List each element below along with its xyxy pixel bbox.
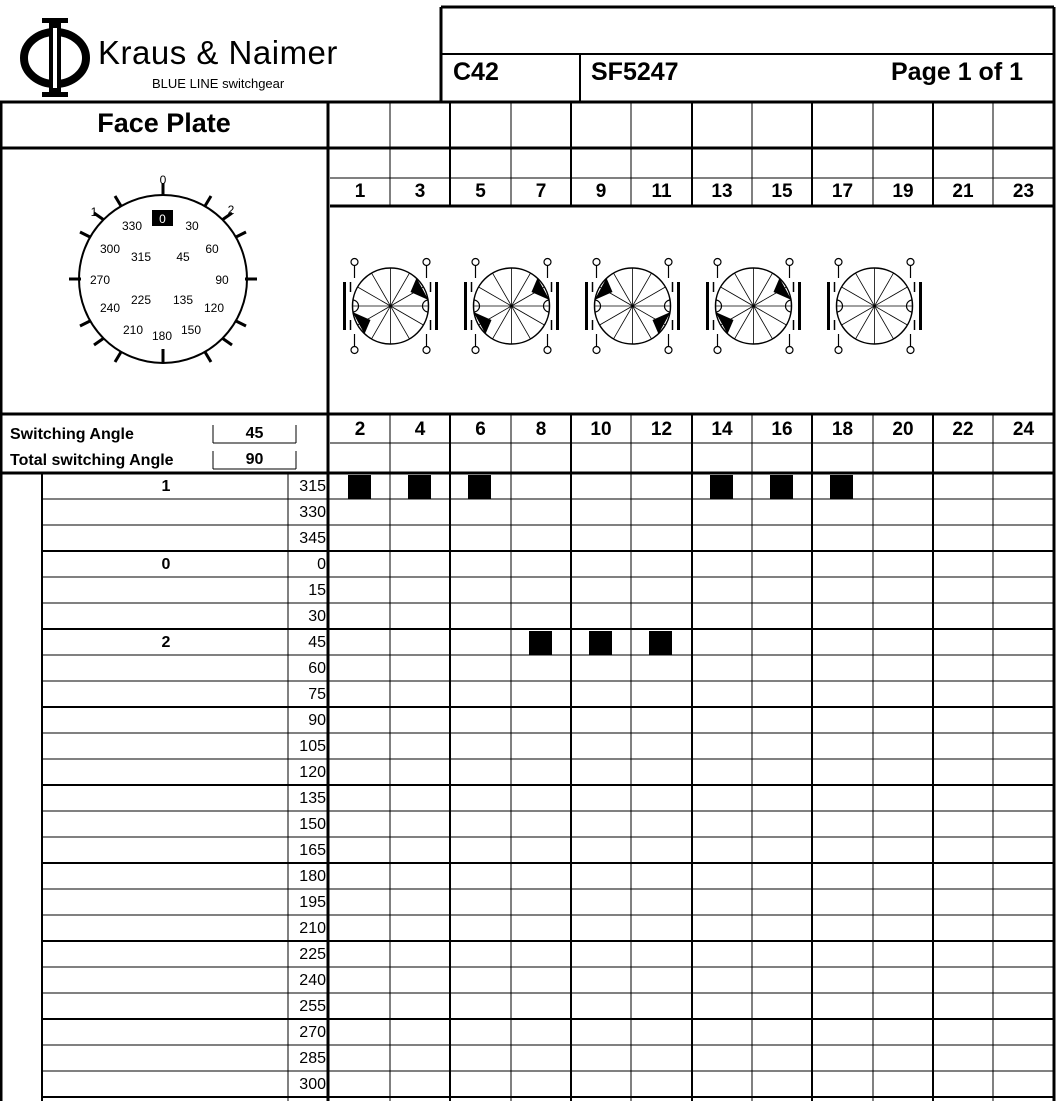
terminal-odd: 3 <box>414 181 426 202</box>
terminal-odd: 11 <box>651 181 672 202</box>
dial-angle-330: 330 <box>121 219 143 233</box>
face-plate-dial <box>60 168 270 368</box>
angle-label: 135 <box>299 790 326 807</box>
position-label: 2 <box>161 634 171 651</box>
terminal-screw <box>714 347 721 354</box>
terminal-even: 14 <box>711 419 733 440</box>
angle-label: 315 <box>299 478 326 495</box>
contact-diagrams <box>330 206 1056 414</box>
closed-contact-marker <box>408 475 431 499</box>
closed-contact-marker <box>589 631 612 655</box>
dial-tick-300 <box>80 232 90 237</box>
terminal-odd: 1 <box>354 181 366 202</box>
terminal-screw <box>423 259 430 266</box>
dial-tick-330 <box>115 196 121 206</box>
terminal-odd: 13 <box>711 181 733 202</box>
dial-angle-210: 210 <box>122 323 144 337</box>
dial-angle-240: 240 <box>99 301 121 315</box>
angle-label: 105 <box>299 738 326 755</box>
terminal-screw <box>423 347 430 354</box>
position-label: 0 <box>161 556 171 573</box>
terminal-screw <box>351 259 358 266</box>
angle-label: 330 <box>299 504 326 521</box>
terminal-even: 12 <box>650 419 673 440</box>
terminal-screw <box>907 259 914 266</box>
dial-tick-30 <box>205 196 211 206</box>
terminal-even: 2 <box>354 419 366 440</box>
total-switching-angle-label: Total switching Angle <box>10 452 174 469</box>
angle-label: 90 <box>308 712 326 729</box>
face-plate-title: Face Plate <box>97 108 231 138</box>
terminal-screw <box>472 259 479 266</box>
angle-label: 300 <box>299 1076 326 1093</box>
dial-tick-120 <box>236 321 246 326</box>
angle-label: 30 <box>308 608 326 625</box>
dial-angle-150: 150 <box>180 323 202 337</box>
dial-angle-180: 180 <box>151 329 173 343</box>
dial-position-0: 0 <box>159 173 167 187</box>
position-label: 1 <box>161 478 171 495</box>
terminal-screw <box>835 347 842 354</box>
terminal-even: 4 <box>414 419 426 440</box>
angle-label: 45 <box>308 634 326 651</box>
dial-angle-45: 45 <box>176 250 190 264</box>
contact-element <box>829 259 921 354</box>
logo-phi-icon <box>18 14 92 98</box>
terminal-odd: 19 <box>892 181 914 202</box>
dial-tick-60 <box>236 232 246 237</box>
angle-label: 15 <box>308 582 326 599</box>
terminal-odd: 5 <box>475 181 486 202</box>
terminal-odd: 9 <box>595 181 607 202</box>
closed-contact-marker <box>529 631 552 655</box>
dial-angle-30: 30 <box>185 219 199 233</box>
total-switching-angle-value: 90 <box>245 451 264 468</box>
terminal-screw <box>835 259 842 266</box>
angle-label: 285 <box>299 1050 326 1067</box>
dial-angle-270: 270 <box>89 273 111 287</box>
terminal-odd: 17 <box>831 181 854 202</box>
terminal-odd: 15 <box>771 181 793 202</box>
angle-label: 0 <box>317 556 326 573</box>
series-code: C42 <box>453 58 499 86</box>
terminal-even: 24 <box>1012 419 1035 440</box>
angle-label: 60 <box>308 660 326 677</box>
dial-angle-120: 120 <box>203 301 225 315</box>
switching-angle-label: Switching Angle <box>10 426 134 443</box>
terminal-even: 6 <box>475 419 486 440</box>
contact-element <box>708 259 800 354</box>
closed-contact-marker <box>348 475 371 499</box>
terminal-screw <box>665 347 672 354</box>
product-code: SF5247 <box>591 58 679 86</box>
terminal-even: 10 <box>590 419 612 440</box>
angle-label: 345 <box>299 530 326 547</box>
active-position-label: 0 <box>159 212 166 226</box>
terminal-odd: 23 <box>1012 181 1035 202</box>
closed-contact-marker <box>649 631 672 655</box>
terminal-screw <box>544 259 551 266</box>
dial-tick-225 <box>94 338 104 345</box>
terminal-odd: 7 <box>535 181 547 202</box>
terminal-screw <box>593 259 600 266</box>
dial-tick-150 <box>205 352 211 362</box>
angle-label: 75 <box>308 686 326 703</box>
closed-contact-marker <box>770 475 793 499</box>
contact-element <box>587 259 679 354</box>
terminal-even: 16 <box>771 419 793 440</box>
terminal-screw <box>714 259 721 266</box>
angle-label: 195 <box>299 894 326 911</box>
terminal-even: 20 <box>892 419 914 440</box>
dial-angle-315: 315 <box>130 250 152 264</box>
dial-position-2: 2 <box>227 203 235 217</box>
dial-angle-300: 300 <box>99 242 121 256</box>
terminal-screw <box>472 347 479 354</box>
terminal-even: 8 <box>535 419 547 440</box>
angle-label: 120 <box>299 764 326 781</box>
dial-tick-135 <box>222 338 232 345</box>
dial-angle-60: 60 <box>205 242 219 256</box>
terminal-screw <box>593 347 600 354</box>
dial-angle-90: 90 <box>215 273 229 287</box>
brand-subtitle: BLUE LINE switchgear <box>152 76 285 91</box>
angle-label: 210 <box>299 920 326 937</box>
terminal-odd: 21 <box>952 181 974 202</box>
terminal-even: 18 <box>831 419 854 440</box>
terminal-screw <box>907 347 914 354</box>
angle-label: 270 <box>299 1024 326 1041</box>
angle-label: 180 <box>299 868 326 885</box>
contact-element <box>466 259 558 354</box>
terminal-screw <box>665 259 672 266</box>
brand-name: Kraus & Naimer <box>98 34 338 71</box>
contact-element <box>345 259 437 354</box>
switching-angle-value: 45 <box>245 425 264 442</box>
closed-contact-marker <box>830 475 853 499</box>
angle-label: 240 <box>299 972 326 989</box>
angle-label: 255 <box>299 998 326 1015</box>
dial-tick-240 <box>80 321 90 326</box>
terminal-screw <box>544 347 551 354</box>
dial-position-1: 1 <box>90 205 98 219</box>
terminal-even: 22 <box>952 419 974 440</box>
terminal-screw <box>786 347 793 354</box>
dial-angle-225: 225 <box>130 293 152 307</box>
closed-contact-marker <box>710 475 733 499</box>
page-indicator: Page 1 of 1 <box>891 58 1023 86</box>
terminal-screw <box>351 347 358 354</box>
angle-label: 165 <box>299 842 326 859</box>
angle-label: 150 <box>299 816 326 833</box>
closed-contact-marker <box>468 475 491 499</box>
angle-label: 225 <box>299 946 326 963</box>
dial-angle-135: 135 <box>172 293 194 307</box>
dial-tick-210 <box>115 352 121 362</box>
terminal-screw <box>786 259 793 266</box>
